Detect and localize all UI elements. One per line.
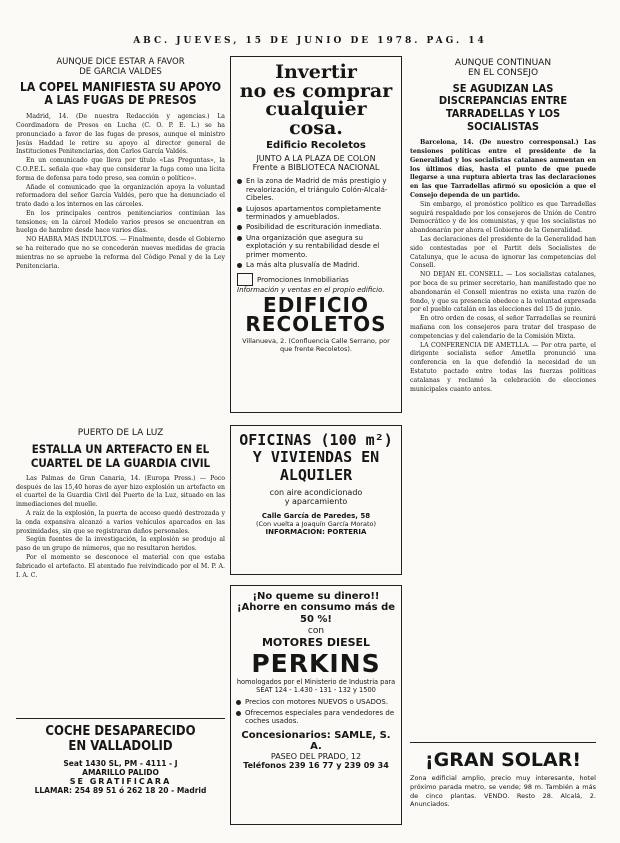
ad-address: Calle García de Paredes, 58 <box>261 511 371 520</box>
ad-gran-solar <box>410 742 596 832</box>
list-item: La más alta plusvalía de Madrid. <box>237 261 395 269</box>
ad-concessionaire: Concesionarios: SAMLE, S. A. <box>241 729 391 752</box>
ad-edificio-recoletos <box>230 56 402 413</box>
ad-info: INFORMACION: PORTERIA <box>265 527 367 536</box>
ad-line: MOTORES DIESEL <box>261 636 371 649</box>
paragraph: En los principales centros penitenciarios continúan las tensiones; en la cárcel Modelo varios presos se encuentran en huelga de hambre desde hace varios días. <box>16 209 225 235</box>
ad-address: Villanueva, 2. (Confluencia Calle Serrano, por que frente Recoletos). <box>242 337 390 354</box>
ad-address: (Con vuelta a Joaquín García Morato) <box>255 519 377 528</box>
paragraph: Las Palmas de Gran Canaria, 14. (Europa Press.) — Poco después de las 15,40 horas de ayer hizo explosión un artefacto en el cuartel de la Guardia Civil del Puerto de la Luz, situado en las inmediaciones del muelle. <box>16 474 225 509</box>
ad-title: ¡GRAN SOLAR! <box>424 749 582 771</box>
ad-line: LLAMAR: 254 89 51 ó 262 18 20 - Madrid <box>34 785 207 795</box>
page-header: ABC. JUEVES, 15 DE JUNIO DE 1978. PAG. 14 <box>133 36 487 46</box>
list-item: Ofrecemos especiales para vendedores de coches usados. <box>236 709 396 726</box>
brand-name: PERKINS <box>251 649 381 678</box>
article-kicker: AUNQUE CONTINUAN EN EL CONSEJO <box>454 58 552 79</box>
list-item: Precios con motores NUEVOS o USADOS. <box>236 698 396 706</box>
paragraph: NO DEJAN EL CONSELL. — Los socialistas catalanes, por boca de su primer secretario, han manifestado que no abandonarán el Consell mientras no exista una razón de fondo, y que su presencia obedece a la voluntad expresada por el pueblo catalán en las elecciones del 15 de junio. <box>410 271 596 314</box>
paragraph: Las declaraciones del presidente de la Generalidad han sido contestadas por el Partit dels Socialistes de Catalunya, que le acusa de ignorar las competencias del Consell. <box>410 236 596 270</box>
ad-text: Zona edificial amplio, precio muy interesante, hotel próximo parada metro, se vende; 98 m. También a más de cinco plantas. VENDO. Resto 28. Alcalá, 2. Anunciados. <box>410 774 596 809</box>
article-kicker: PUERTO DE LA LUZ <box>77 428 164 438</box>
article-headline: SE AGUDIZAN LAS DISCREPANCIAS ENTRE TARRADELLAS Y LOS SOCIALISTAS <box>438 81 568 133</box>
ad-phones: Teléfonos 239 16 77 y 239 09 34 <box>243 760 389 770</box>
classified-ad-missing-car <box>16 718 225 828</box>
ad-bullet-list <box>237 177 395 269</box>
promo-brand: Promociones Inmobiliarias <box>237 273 395 286</box>
ad-location: JUNTO A LA PLAZA DE COLON <box>256 154 376 164</box>
paragraph: LA CONFERENCIA DE AMETLLA. — Por otra parte, el dirigente socialista señor Ametlla pronunció una conferencia en la que defendió la necesidad de un Estatuto pactado entre todas las fuerzas políticas catalanas y reclamó la celebración de elecciones municipales cuanto antes. <box>410 341 596 393</box>
paragraph: Por el momento se desconoce el material con que estaba fabricado el artefacto. El atentado fue reivindicado por el M. P. A. I. A. C. <box>16 553 225 579</box>
paragraph: En otro orden de cosas, el señor Tarradellas se reunirá mañana con los consejeros para tratar del traspaso de competencias y del calendario de la Comisión Mixta. <box>410 315 596 340</box>
ad-line: y aparcamiento <box>284 496 348 506</box>
ad-line: con <box>307 626 325 636</box>
paragraph: En un comunicado que lleva por título «Las Preguntas», la C.O.P.E.L. señala que «hay que considerar la fuga como una lícita forma de defensa para todo preso, sea común o político». <box>16 157 225 182</box>
article-body <box>16 113 225 271</box>
paragraph: Madrid, 14. (De nuestra Redacción y agencias.) La Coordinadora de Presos en Lucha (C. O. P. E. L.) se ha pronunciado a favor de las fugas de presos, aunque el ministro Jesús Haddad le retire su apoyo al director general de Instituciones Penitenciarias, don Carlos García Valdés. <box>16 113 225 156</box>
ad-line: AMARILLO PALIDO <box>82 767 159 777</box>
paragraph: A raíz de la explosión, la puerta de acceso quedó destrozada y la onda expansiva alcanzó a varios vehículos aparcados en las proximidades, sin que se registraran daños personales. <box>16 509 225 535</box>
info-line: Información y ventas en el propio edificio. <box>237 286 385 295</box>
ad-bullet-list <box>236 698 396 725</box>
paragraph: Añade el comunicado que la organización apoya la voluntad reformadora del señor García Valdés, pero que ha denunciado el trato dado a los internos en las cárceles. <box>16 183 225 209</box>
right-column <box>410 56 596 838</box>
ad-line: homologados por el Ministerio de Industria para SEAT 124 - 1.430 - 131 - 132 y 1500 <box>236 678 396 695</box>
list-item: Posibilidad de escrituración inmediata. <box>237 223 395 231</box>
paragraph: Según fuentes de la investigación, la explosión se produjo al paso de un grupo de números, que no resultaron heridos. <box>16 536 225 553</box>
article-body <box>16 475 225 581</box>
ad-oficinas-alquiler <box>230 425 402 575</box>
center-column <box>230 56 402 838</box>
article-headline: ESTALLA UN ARTEFACTO EN EL CUARTEL DE LA GUARDIA CIVIL <box>30 442 211 470</box>
ad-subtitle: Edificio Recoletos <box>266 140 366 152</box>
left-column <box>16 56 225 838</box>
list-item: Una organización que asegura su explotación y su rentabilidad desde el primer momento. <box>237 234 395 259</box>
ad-location: Frente a BIBLIOTECA NACIONAL <box>252 163 380 173</box>
paragraph: Sin embargo, el pronóstico político es que Tarradellas seguirá respaldado por los consejeros de Unión de Centro Democrático y de los comunistas, y que los socialistas no abandonarán por ahora el Gobierno de la Generalidad. <box>410 200 596 235</box>
article-kicker: AUNQUE DICE ESTAR A FAVOR DE GARCIA VALDES <box>56 57 185 77</box>
ad-tagline: ¡No queme su dinero!! <box>252 591 380 602</box>
article-headline: LA COPEL MANIFIESTA SU APOYO A LAS FUGAS DE PRESOS <box>19 79 222 108</box>
ad-line: con aire acondicionado <box>269 487 363 497</box>
ad-address: PASEO DEL PRADO, 12 <box>270 751 362 761</box>
ad-line: SE GRATIFICARA <box>69 776 172 786</box>
ad-tagline: ¡Ahorre en consumo más de 50 %! <box>236 602 396 625</box>
ad-title: COCHE DESAPARECIDO EN VALLADOLID <box>45 724 196 754</box>
list-item: Lujosos apartamentos completamente terminados y amueblados. <box>237 205 395 222</box>
list-item: En la zona de Madrid de más prestigio y revalorización, el triángulo Colón-Alcalá-Cibeles. <box>237 177 395 202</box>
ad-perkins <box>230 585 402 825</box>
ad-headline: OFICINAS (100 m²) Y VIVIENDAS EN ALQUILER <box>239 431 393 484</box>
ad-headline: Invertir no es comprar cualquier cosa. <box>239 61 393 139</box>
building-logo-icon <box>237 273 253 286</box>
brand-name: EDIFICIO RECOLETOS <box>245 293 387 337</box>
paragraph: NO HABRA MAS INDULTOS. — Finalmente, desde el Gobierno se ha reiterado que no se concederán nuevas medidas de gracia mientras no se apruebe la reforma del Código Penal y de la Ley Penitenciaria. <box>16 236 225 270</box>
paragraph-lead: Barcelona, 14. (De nuestro corresponsal.) Las tensiones políticas entre el presidente de la Generalidad y los socialistas catalanes aumentan en los últimos días, hasta el punto de que puede llegarse a una ruptura abierta tras las declaraciones en las que Tarradellas afirmó su oposición a que el Consejo dependa de un partido. <box>410 139 596 200</box>
article-body <box>410 139 596 394</box>
ad-line: Seat 1430 SL, PM - 4111 - J <box>63 758 178 768</box>
